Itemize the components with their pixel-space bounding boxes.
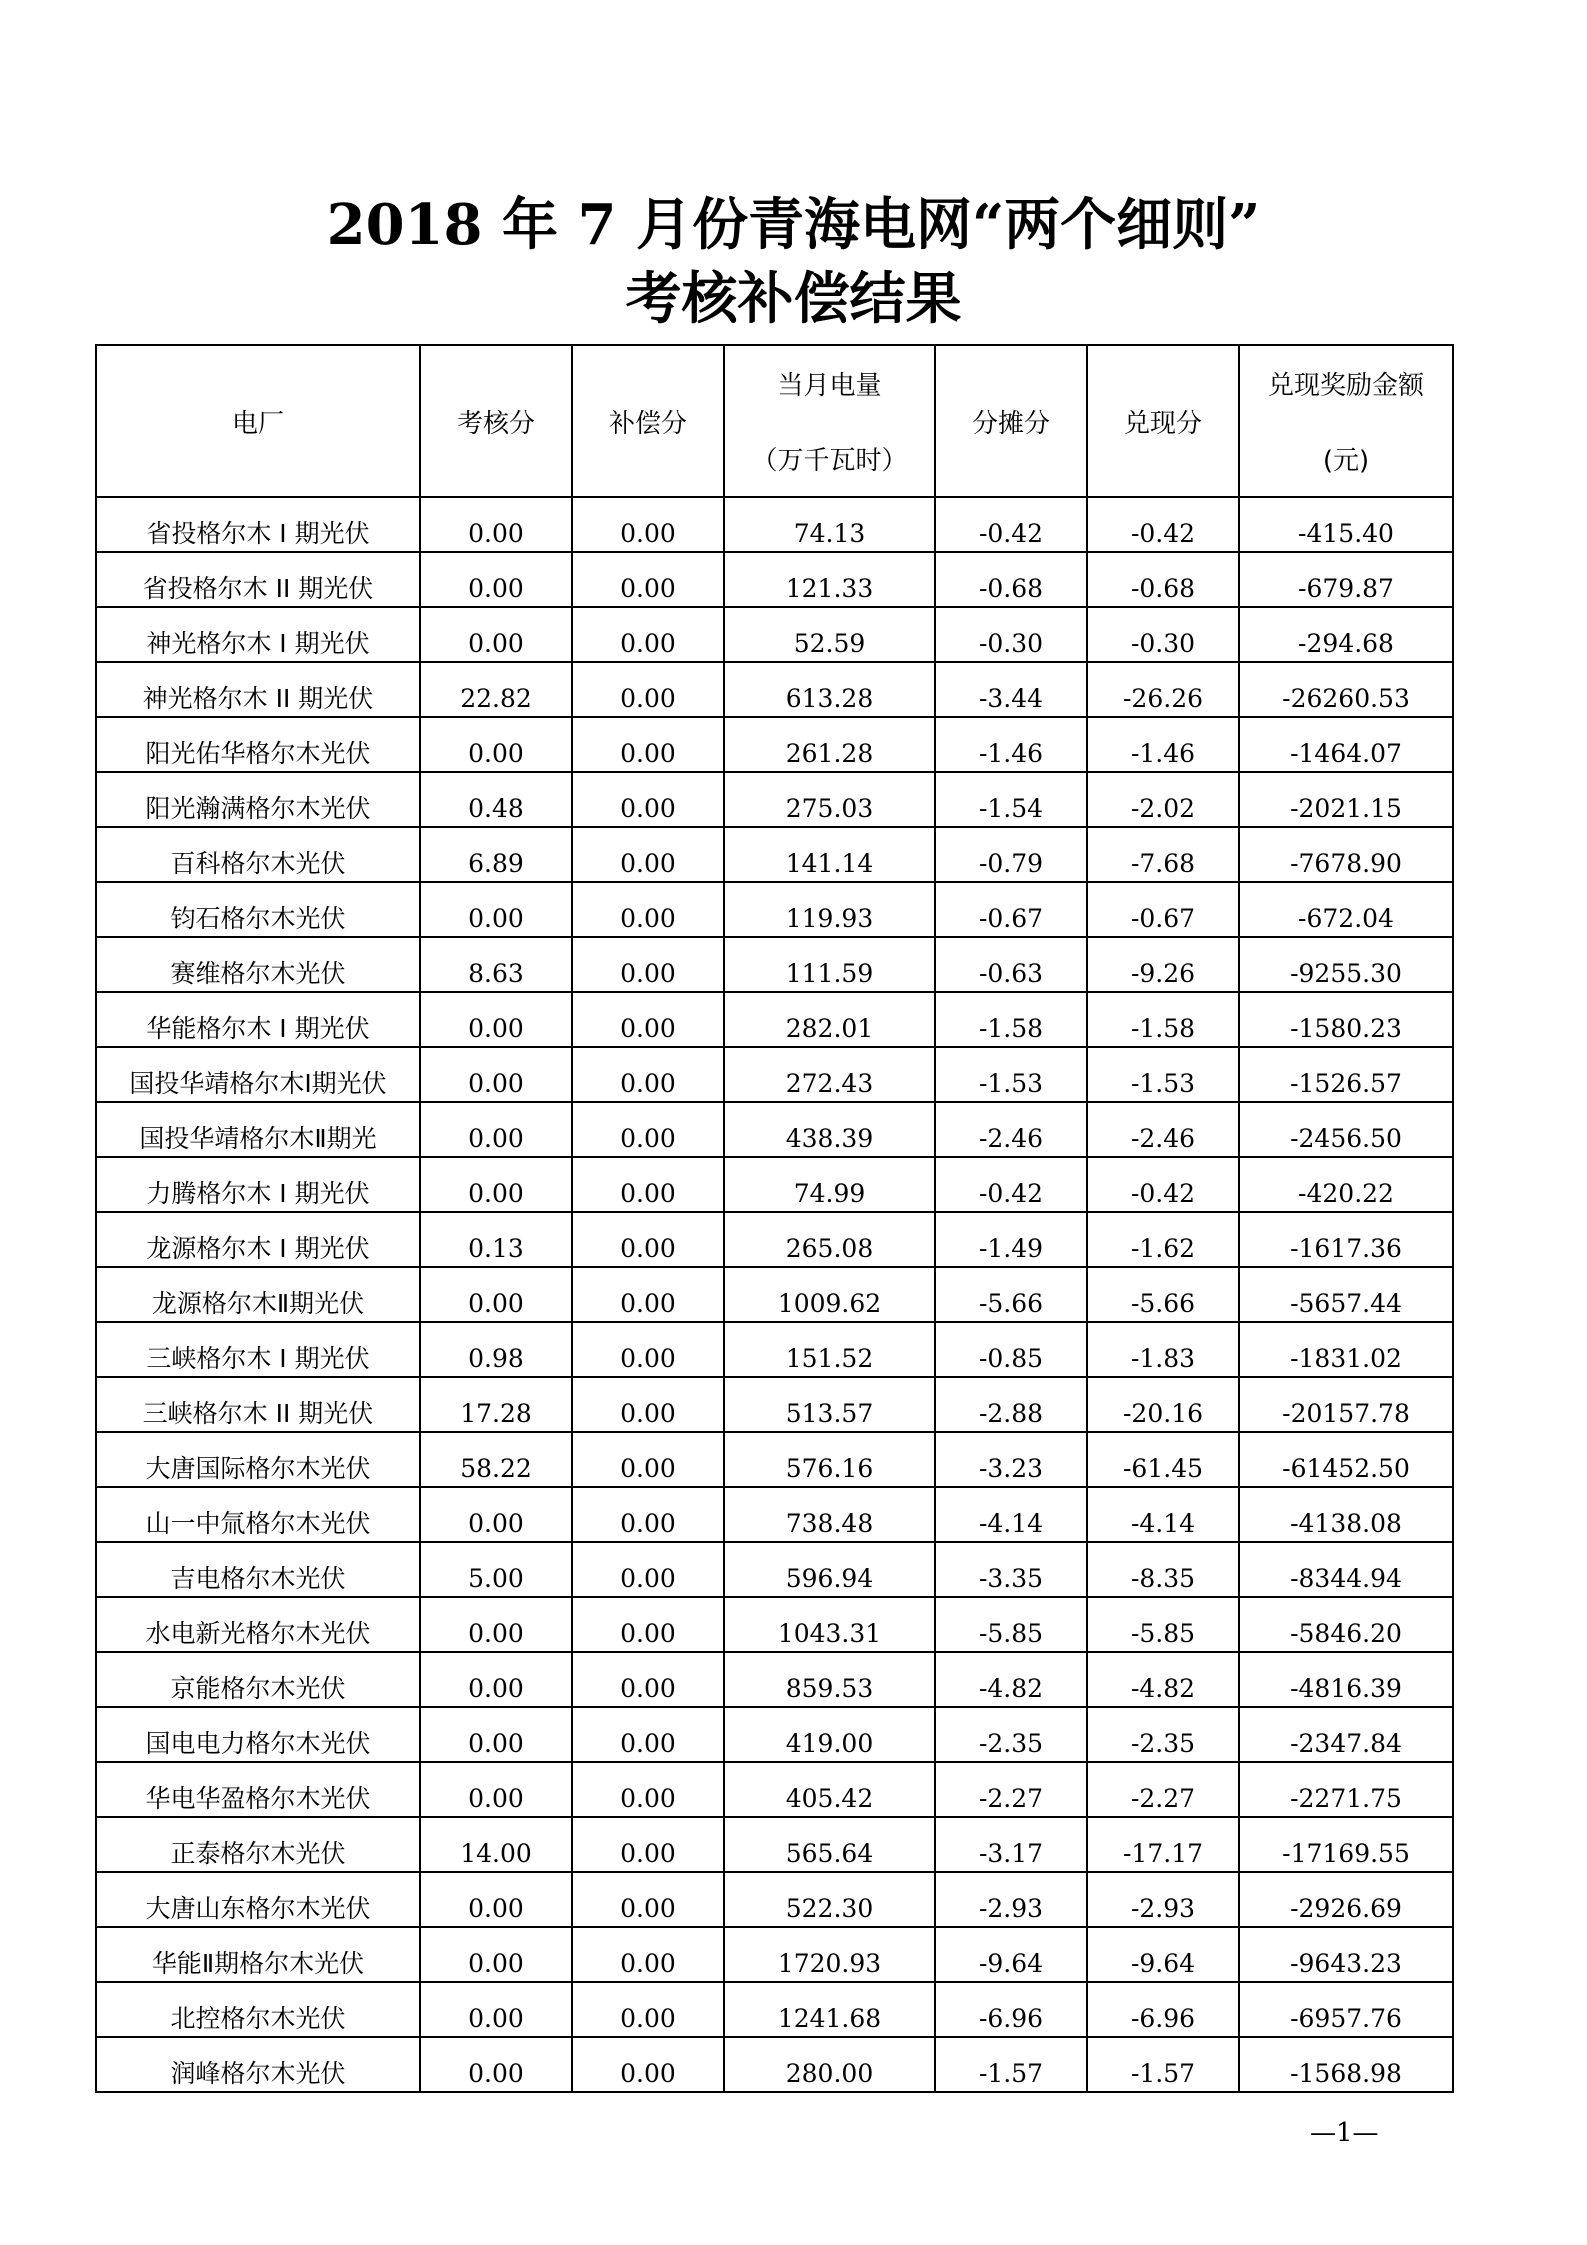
document-title-line1: 2018 年 7 月份青海电网“两个细则” (326, 192, 1261, 258)
header-monthly-energy (724, 345, 935, 497)
cell-allocation: -3.17 (935, 1817, 1087, 1872)
cell-compensation: 0.00 (572, 2037, 724, 2092)
cell-assessment: 0.00 (420, 1102, 572, 1157)
cell-allocation: -0.67 (935, 882, 1087, 937)
table-row (96, 937, 1453, 992)
cell-reward: -1580.23 (1239, 992, 1453, 1047)
cell-plant: 润峰格尔木光伏 (96, 2037, 420, 2092)
cell-reward: -1617.36 (1239, 1212, 1453, 1267)
cell-redeem: -5.85 (1087, 1597, 1239, 1652)
cell-plant: 京能格尔木光伏 (96, 1652, 420, 1707)
cell-plant: 阳光瀚满格尔木光伏 (96, 772, 420, 827)
table-row (96, 717, 1453, 772)
cell-plant: 力腾格尔木 I 期光伏 (96, 1157, 420, 1212)
cell-allocation: -4.82 (935, 1652, 1087, 1707)
cell-monthly-energy: 272.43 (724, 1047, 935, 1102)
cell-reward: -5846.20 (1239, 1597, 1453, 1652)
cell-plant: 龙源格尔木 I 期光伏 (96, 1212, 420, 1267)
cell-redeem: -2.02 (1087, 772, 1239, 827)
cell-reward: -420.22 (1239, 1157, 1453, 1212)
header-reward-unit: (元) (1322, 446, 1370, 476)
cell-assessment: 0.00 (420, 552, 572, 607)
cell-compensation: 0.00 (572, 497, 724, 552)
cell-plant: 国电电力格尔木光伏 (96, 1707, 420, 1762)
cell-allocation: -2.46 (935, 1102, 1087, 1157)
cell-redeem: -2.46 (1087, 1102, 1239, 1157)
cell-plant: 山一中氚格尔木光伏 (96, 1487, 420, 1542)
cell-compensation: 0.00 (572, 827, 724, 882)
cell-compensation: 0.00 (572, 1267, 724, 1322)
cell-compensation: 0.00 (572, 1707, 724, 1762)
cell-redeem: -1.58 (1087, 992, 1239, 1047)
cell-plant: 神光格尔木 I 期光伏 (96, 607, 420, 662)
cell-allocation: -0.63 (935, 937, 1087, 992)
cell-monthly-energy: 859.53 (724, 1652, 935, 1707)
cell-assessment: 0.00 (420, 2037, 572, 2092)
header-assessment: 考核分 (420, 345, 572, 497)
cell-redeem: -0.68 (1087, 552, 1239, 607)
cell-reward: -2926.69 (1239, 1872, 1453, 1927)
header-monthly-energy-label: 当月电量 (777, 371, 882, 401)
cell-plant: 国投华靖格尔木Ⅱ期光 (96, 1102, 420, 1157)
cell-compensation: 0.00 (572, 1762, 724, 1817)
table-body (96, 497, 1453, 2092)
cell-reward: -672.04 (1239, 882, 1453, 937)
cell-reward: -679.87 (1239, 552, 1453, 607)
cell-monthly-energy: 738.48 (724, 1487, 935, 1542)
cell-redeem: -6.96 (1087, 1982, 1239, 2037)
cell-compensation: 0.00 (572, 1322, 724, 1377)
header-redeem: 兑现分 (1087, 345, 1239, 497)
cell-reward: -9643.23 (1239, 1927, 1453, 1982)
header-plant: 电厂 (96, 345, 420, 497)
cell-plant: 正泰格尔木光伏 (96, 1817, 420, 1872)
cell-monthly-energy: 1241.68 (724, 1982, 935, 2037)
cell-redeem: -1.62 (1087, 1212, 1239, 1267)
table-row (96, 772, 1453, 827)
cell-reward: -2271.75 (1239, 1762, 1453, 1817)
cell-assessment: 0.00 (420, 882, 572, 937)
cell-assessment: 8.63 (420, 937, 572, 992)
cell-plant: 大唐山东格尔木光伏 (96, 1872, 420, 1927)
table-row (96, 1047, 1453, 1102)
cell-monthly-energy: 1043.31 (724, 1597, 935, 1652)
table-row (96, 1597, 1453, 1652)
cell-redeem: -0.42 (1087, 1157, 1239, 1212)
cell-compensation: 0.00 (572, 662, 724, 717)
table-row (96, 1322, 1453, 1377)
cell-redeem: -8.35 (1087, 1542, 1239, 1597)
results-table (95, 344, 1454, 2093)
cell-redeem: -1.83 (1087, 1322, 1239, 1377)
cell-compensation: 0.00 (572, 1652, 724, 1707)
cell-compensation: 0.00 (572, 937, 724, 992)
cell-allocation: -4.14 (935, 1487, 1087, 1542)
cell-allocation: -1.49 (935, 1212, 1087, 1267)
cell-plant: 阳光佑华格尔木光伏 (96, 717, 420, 772)
cell-monthly-energy: 596.94 (724, 1542, 935, 1597)
cell-reward: -20157.78 (1239, 1377, 1453, 1432)
cell-assessment: 0.98 (420, 1322, 572, 1377)
table-row (96, 1267, 1453, 1322)
cell-allocation: -0.68 (935, 552, 1087, 607)
cell-allocation: -0.42 (935, 497, 1087, 552)
cell-redeem: -17.17 (1087, 1817, 1239, 1872)
cell-plant: 神光格尔木 II 期光伏 (96, 662, 420, 717)
document-title-line2: 考核补偿结果 (625, 266, 962, 332)
cell-monthly-energy: 151.52 (724, 1322, 935, 1377)
table-row (96, 1652, 1453, 1707)
cell-plant: 华能格尔木 I 期光伏 (96, 992, 420, 1047)
cell-monthly-energy: 52.59 (724, 607, 935, 662)
cell-reward: -4138.08 (1239, 1487, 1453, 1542)
cell-assessment: 0.00 (420, 1982, 572, 2037)
cell-redeem: -4.82 (1087, 1652, 1239, 1707)
cell-allocation: -3.35 (935, 1542, 1087, 1597)
table-row (96, 1872, 1453, 1927)
cell-assessment: 14.00 (420, 1817, 572, 1872)
cell-allocation: -1.46 (935, 717, 1087, 772)
cell-plant: 钧石格尔木光伏 (96, 882, 420, 937)
table-row (96, 827, 1453, 882)
cell-reward: -2456.50 (1239, 1102, 1453, 1157)
cell-monthly-energy: 261.28 (724, 717, 935, 772)
cell-compensation: 0.00 (572, 1212, 724, 1267)
cell-compensation: 0.00 (572, 992, 724, 1047)
cell-compensation: 0.00 (572, 882, 724, 937)
cell-monthly-energy: 74.99 (724, 1157, 935, 1212)
cell-monthly-energy: 405.42 (724, 1762, 935, 1817)
cell-compensation: 0.00 (572, 1432, 724, 1487)
cell-redeem: -2.35 (1087, 1707, 1239, 1762)
header-compensation: 补偿分 (572, 345, 724, 497)
cell-reward: -415.40 (1239, 497, 1453, 552)
cell-compensation: 0.00 (572, 1817, 724, 1872)
cell-plant: 大唐国际格尔木光伏 (96, 1432, 420, 1487)
cell-monthly-energy: 275.03 (724, 772, 935, 827)
cell-compensation: 0.00 (572, 772, 724, 827)
cell-reward: -1568.98 (1239, 2037, 1453, 2092)
cell-monthly-energy: 119.93 (724, 882, 935, 937)
cell-assessment: 0.00 (420, 1927, 572, 1982)
cell-compensation: 0.00 (572, 1927, 724, 1982)
table-row (96, 1927, 1453, 1982)
cell-reward: -1526.57 (1239, 1047, 1453, 1102)
cell-monthly-energy: 565.64 (724, 1817, 935, 1872)
cell-assessment: 0.00 (420, 1157, 572, 1212)
cell-assessment: 0.00 (420, 1652, 572, 1707)
cell-assessment: 0.00 (420, 1487, 572, 1542)
cell-assessment: 0.00 (420, 717, 572, 772)
cell-assessment: 0.00 (420, 1597, 572, 1652)
cell-monthly-energy: 74.13 (724, 497, 935, 552)
cell-compensation: 0.00 (572, 1157, 724, 1212)
cell-monthly-energy: 613.28 (724, 662, 935, 717)
cell-allocation: -0.42 (935, 1157, 1087, 1212)
cell-compensation: 0.00 (572, 1872, 724, 1927)
table-row (96, 2037, 1453, 2092)
cell-monthly-energy: 1720.93 (724, 1927, 935, 1982)
header-monthly-energy-unit: （万千瓦时） (751, 446, 908, 476)
cell-allocation: -5.66 (935, 1267, 1087, 1322)
cell-redeem: -9.64 (1087, 1927, 1239, 1982)
cell-allocation: -2.88 (935, 1377, 1087, 1432)
cell-monthly-energy: 522.30 (724, 1872, 935, 1927)
cell-allocation: -1.57 (935, 2037, 1087, 2092)
table-row (96, 1432, 1453, 1487)
cell-plant: 龙源格尔木Ⅱ期光伏 (96, 1267, 420, 1322)
cell-monthly-energy: 438.39 (724, 1102, 935, 1157)
cell-allocation: -2.27 (935, 1762, 1087, 1817)
cell-redeem: -0.30 (1087, 607, 1239, 662)
cell-plant: 华能Ⅱ期格尔木光伏 (96, 1927, 420, 1982)
cell-reward: -6957.76 (1239, 1982, 1453, 2037)
cell-compensation: 0.00 (572, 717, 724, 772)
cell-reward: -26260.53 (1239, 662, 1453, 717)
cell-compensation: 0.00 (572, 1377, 724, 1432)
cell-redeem: -1.53 (1087, 1047, 1239, 1102)
table-row (96, 607, 1453, 662)
cell-compensation: 0.00 (572, 1982, 724, 2037)
cell-redeem: -2.27 (1087, 1762, 1239, 1817)
cell-redeem: -5.66 (1087, 1267, 1239, 1322)
cell-redeem: -0.67 (1087, 882, 1239, 937)
table-row (96, 1707, 1453, 1762)
cell-allocation: -0.30 (935, 607, 1087, 662)
cell-plant: 百科格尔木光伏 (96, 827, 420, 882)
cell-assessment: 58.22 (420, 1432, 572, 1487)
cell-redeem: -0.42 (1087, 497, 1239, 552)
cell-reward: -1831.02 (1239, 1322, 1453, 1377)
cell-monthly-energy: 280.00 (724, 2037, 935, 2092)
cell-compensation: 0.00 (572, 1047, 724, 1102)
cell-plant: 吉电格尔木光伏 (96, 1542, 420, 1597)
table-header (96, 345, 1453, 497)
cell-assessment: 6.89 (420, 827, 572, 882)
cell-plant: 省投格尔木 I 期光伏 (96, 497, 420, 552)
cell-plant: 省投格尔木 II 期光伏 (96, 552, 420, 607)
cell-assessment: 0.13 (420, 1212, 572, 1267)
cell-compensation: 0.00 (572, 552, 724, 607)
cell-redeem: -9.26 (1087, 937, 1239, 992)
cell-plant: 三峡格尔木 II 期光伏 (96, 1377, 420, 1432)
cell-reward: -4816.39 (1239, 1652, 1453, 1707)
cell-reward: -9255.30 (1239, 937, 1453, 992)
cell-monthly-energy: 265.08 (724, 1212, 935, 1267)
cell-monthly-energy: 513.57 (724, 1377, 935, 1432)
cell-reward: -5657.44 (1239, 1267, 1453, 1322)
cell-redeem: -4.14 (1087, 1487, 1239, 1542)
table-row (96, 992, 1453, 1047)
table-row (96, 1817, 1453, 1872)
table-row (96, 882, 1453, 937)
table-row (96, 497, 1453, 552)
cell-allocation: -5.85 (935, 1597, 1087, 1652)
cell-allocation: -1.54 (935, 772, 1087, 827)
table-row (96, 1487, 1453, 1542)
page-number: —1— (1310, 2118, 1379, 2148)
cell-redeem: -61.45 (1087, 1432, 1239, 1487)
cell-plant: 华电华盈格尔木光伏 (96, 1762, 420, 1817)
cell-plant: 水电新光格尔木光伏 (96, 1597, 420, 1652)
cell-allocation: -1.53 (935, 1047, 1087, 1102)
cell-monthly-energy: 419.00 (724, 1707, 935, 1762)
cell-assessment: 0.00 (420, 1267, 572, 1322)
header-reward-label: 兑现奖励金额 (1267, 371, 1424, 401)
cell-redeem: -7.68 (1087, 827, 1239, 882)
table-row (96, 1157, 1453, 1212)
table-row (96, 1212, 1453, 1267)
table-row (96, 1542, 1453, 1597)
cell-assessment: 0.00 (420, 607, 572, 662)
cell-allocation: -3.44 (935, 662, 1087, 717)
cell-assessment: 22.82 (420, 662, 572, 717)
table-row (96, 662, 1453, 717)
cell-compensation: 0.00 (572, 607, 724, 662)
cell-reward: -17169.55 (1239, 1817, 1453, 1872)
cell-assessment: 0.48 (420, 772, 572, 827)
cell-allocation: -9.64 (935, 1927, 1087, 1982)
cell-compensation: 0.00 (572, 1487, 724, 1542)
cell-allocation: -1.58 (935, 992, 1087, 1047)
cell-redeem: -2.93 (1087, 1872, 1239, 1927)
cell-reward: -8344.94 (1239, 1542, 1453, 1597)
cell-reward: -1464.07 (1239, 717, 1453, 772)
cell-allocation: -2.35 (935, 1707, 1087, 1762)
cell-compensation: 0.00 (572, 1542, 724, 1597)
cell-allocation: -2.93 (935, 1872, 1087, 1927)
table-row (96, 1102, 1453, 1157)
cell-compensation: 0.00 (572, 1102, 724, 1157)
cell-redeem: -1.46 (1087, 717, 1239, 772)
cell-allocation: -0.85 (935, 1322, 1087, 1377)
table-row (96, 552, 1453, 607)
cell-plant: 三峡格尔木 I 期光伏 (96, 1322, 420, 1377)
header-reward (1239, 345, 1453, 497)
cell-assessment: 0.00 (420, 497, 572, 552)
cell-allocation: -6.96 (935, 1982, 1087, 2037)
cell-monthly-energy: 111.59 (724, 937, 935, 992)
cell-redeem: -26.26 (1087, 662, 1239, 717)
cell-assessment: 0.00 (420, 992, 572, 1047)
cell-reward: -294.68 (1239, 607, 1453, 662)
cell-allocation: -0.79 (935, 827, 1087, 882)
cell-reward: -61452.50 (1239, 1432, 1453, 1487)
table-row (96, 1762, 1453, 1817)
cell-reward: -2347.84 (1239, 1707, 1453, 1762)
cell-monthly-energy: 576.16 (724, 1432, 935, 1487)
cell-plant: 赛维格尔木光伏 (96, 937, 420, 992)
table-row (96, 1982, 1453, 2037)
cell-reward: -2021.15 (1239, 772, 1453, 827)
cell-redeem: -20.16 (1087, 1377, 1239, 1432)
cell-monthly-energy: 282.01 (724, 992, 935, 1047)
cell-monthly-energy: 1009.62 (724, 1267, 935, 1322)
header-allocation: 分摊分 (935, 345, 1087, 497)
cell-assessment: 17.28 (420, 1377, 572, 1432)
cell-compensation: 0.00 (572, 1597, 724, 1652)
table-row (96, 1377, 1453, 1432)
cell-plant: 北控格尔木光伏 (96, 1982, 420, 2037)
cell-monthly-energy: 141.14 (724, 827, 935, 882)
cell-assessment: 0.00 (420, 1762, 572, 1817)
cell-assessment: 0.00 (420, 1047, 572, 1102)
cell-assessment: 0.00 (420, 1707, 572, 1762)
cell-assessment: 0.00 (420, 1872, 572, 1927)
cell-allocation: -3.23 (935, 1432, 1087, 1487)
cell-plant: 国投华靖格尔木Ⅰ期光伏 (96, 1047, 420, 1102)
cell-monthly-energy: 121.33 (724, 552, 935, 607)
cell-assessment: 5.00 (420, 1542, 572, 1597)
cell-redeem: -1.57 (1087, 2037, 1239, 2092)
cell-reward: -7678.90 (1239, 827, 1453, 882)
